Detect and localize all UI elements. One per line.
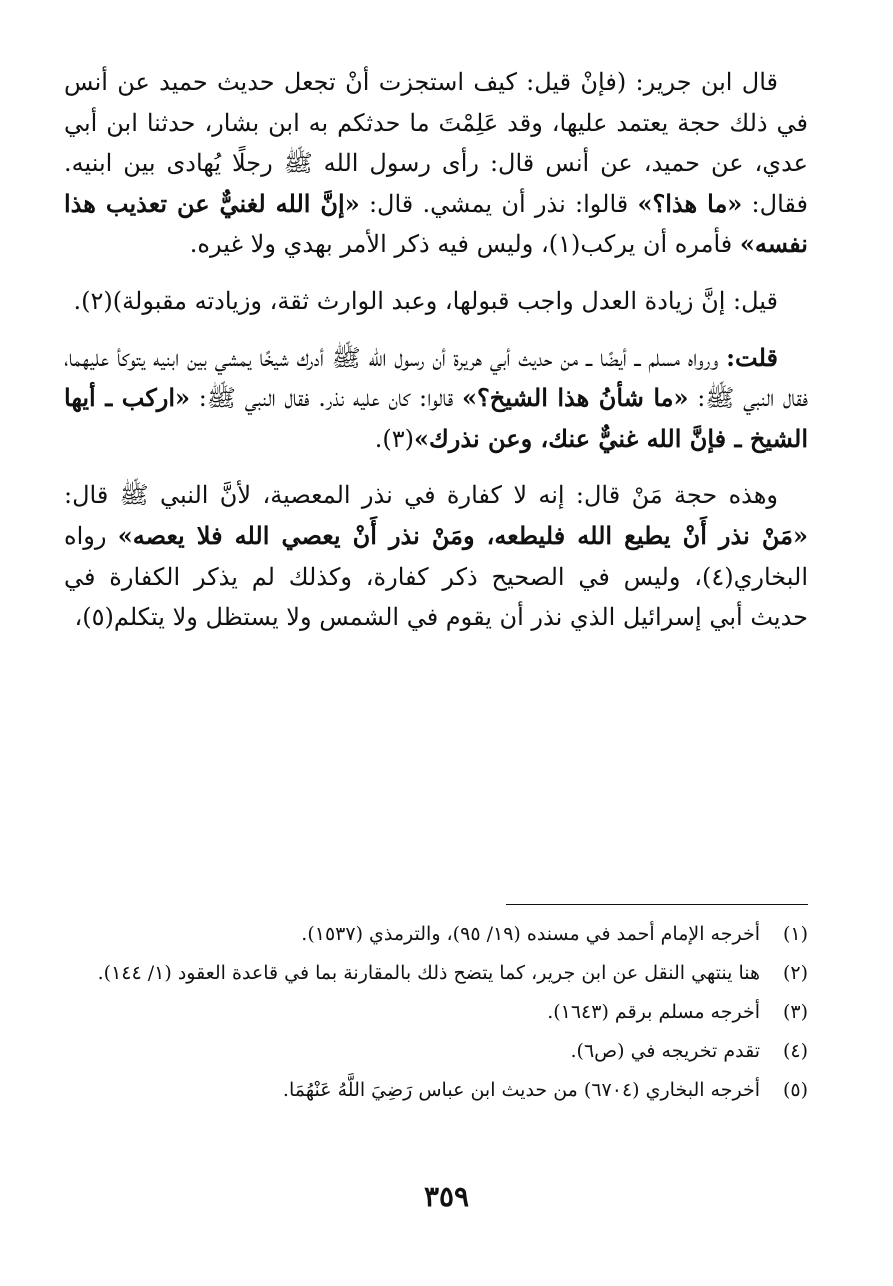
paragraph — [64, 475, 808, 637]
quoted-text: «ما هذا؟» — [637, 188, 743, 218]
main-text — [64, 62, 808, 638]
footnote-number: (٣) — [782, 1001, 808, 1023]
text-span: وهذه حجة مَنْ قال: إنه لا كفارة في نذر المعصية، لأنَّ النبي ﷺ قال: — [64, 481, 778, 510]
page-number: ٣٥٩ — [423, 1180, 470, 1213]
quoted-text: «مَنْ نذر أَنْ يطيع الله فليطعه، ومَنْ نذر أَنْ يعصي الله فلا يعصه» — [117, 520, 808, 550]
footnote-text: أخرجه الإمام أحمد في مسنده (١٩/ ٩٥)، والترمذي (١٥٣٧). — [301, 923, 760, 945]
text-span: قيل: إنَّ زيادة العدل واجب قبولها، وعبد الوارث ثقة، وزيادته مقبولة)(٢). — [73, 286, 778, 315]
quoted-text: «ما شأنُ هذا الشيخ؟» — [462, 383, 689, 413]
footnote-item — [70, 957, 808, 990]
text-span: ورواه مسلم ــ أيضًا ــ من حديث أبي هريرة أن رسول الله ﷺ أدرك شيخًا يمشي بين ابنيه يتوكأ عليهما، فقال النبي ﷺ: — [64, 343, 808, 413]
footnote-number: (٢) — [782, 962, 808, 984]
footnote-item — [70, 1035, 808, 1068]
quoted-text: «اركب ـ أيها الشيخ ـ فإنَّ الله غنيٌّ عنك، وعن نذرك» — [64, 383, 808, 453]
quoted-text: قلت: — [726, 342, 778, 372]
footnote-text: تقدم تخريجه في (ص٦). — [570, 1040, 760, 1062]
footnote-number: (١) — [782, 923, 808, 945]
paragraph — [64, 338, 808, 460]
footnote-text: هنا ينتهي النقل عن ابن جرير، كما يتضح ذلك بالمقارنة بما في قاعدة العقود (١/ ١٤٤). — [97, 962, 760, 984]
text-span: قال ابن جرير: (فإنْ قيل: كيف استجزت أنْ تجعل حديث حميد عن أنس في ذلك حجة يعتمد عليها، وقد عَلِمْتَ ما حدثكم به ابن بشار، حدثنا ابن أبي عدي، عن حميد، عن أنس قال: رأى رسول الله ﷺ رجلًا يُهادى بين ابنيه. فقال: — [64, 68, 809, 218]
text-span: قالوا: نذر أن يمشي. قال: — [359, 189, 638, 218]
paragraph — [64, 281, 808, 322]
footnotes — [70, 918, 808, 1113]
text-span: (٣). — [374, 424, 414, 453]
text-span: قالوا: كان عليه نذر. فقال النبي ﷺ: — [190, 384, 462, 413]
footnote-number: (٤) — [782, 1040, 808, 1062]
footnote-text: أخرجه البخاري (٦٧٠٤) من حديث ابن عباس رَضِيَ اللَّهُ عَنْهُمَا. — [282, 1079, 760, 1101]
footnote-item — [70, 996, 808, 1029]
footnote-item — [70, 1074, 808, 1107]
quoted-text: «إنَّ الله لغنيٌّ عن تعذيب هذا نفسه» — [64, 188, 808, 259]
text-span: فأمره أن يركب(١)، وليس فيه ذكر الأمر بهدي ولا غيره. — [189, 230, 740, 259]
footnote-text: أخرجه مسلم برقم (١٦٤٣). — [547, 1001, 760, 1023]
paragraph — [64, 62, 808, 265]
footnote-number: (٥) — [782, 1079, 808, 1101]
text-span: رواه البخاري(٤)، وليس في الصحيح ذكر كفارة، وكذلك لم يذكر الكفارة في حديث أبي إسرائيل الذي نذر أن يقوم في الشمس ولا يستظل ولا يتكلم(٥)، — [64, 521, 808, 632]
footnote-item — [70, 918, 808, 951]
footnote-separator — [506, 904, 808, 905]
